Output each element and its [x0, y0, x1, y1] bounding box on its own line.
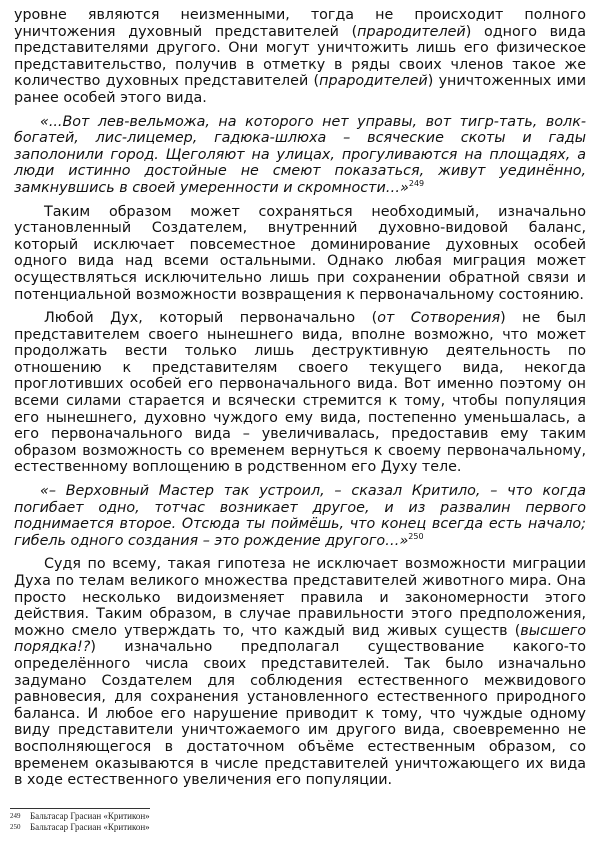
text-run: ) изначально предполагал существование какого-то определённого числа своих представителей. Так было изначально задумано Создателем для соблюдения естественного межвидового равновесия, для сохранения установленного естественного природного баланса. И любое его нарушение приводит к тому, что чуждые одному виду представители уничтожаемого им другого вида, своевременно не восполняющегося в достаточном объёме естественным образом, со временем оказываются в числе представителей уничтожающего их вида в ходе естественного увеличения его популяции.: [14, 639, 586, 789]
text-run: ) одного вида представителями другого. Они могут уничтожить лишь его физическое представительство, получив в отметку в ряды своих членов такое же количество духовных представителей (: [14, 23, 586, 90]
italic-run: прародителей: [357, 23, 466, 40]
italic-run: от Сотворения: [377, 310, 501, 327]
footnote-number: 250: [10, 823, 21, 831]
text-run: «...Вот лев-вельможа, на которого нет управы, вот тигр-тать, волк-богатей, лис-лицемер, гадюка-шлюха – всяческие скоты и гады заполонили город. Щеголяют на улицах, прогуливаются на площадях, а люди истинно достойные не смеют показаться, живут уединённо, замкнувшись в своей умеренности и скромности…»: [14, 113, 586, 196]
italic-run: прародителей: [319, 73, 428, 90]
footnote-text: Бальтасар Грасиан «Критикон»: [30, 822, 150, 832]
quote-paragraph: [14, 483, 586, 549]
footnote-ref: 249: [408, 179, 425, 189]
paragraph: [14, 310, 586, 476]
italic-run: высшего порядка!?: [14, 622, 586, 656]
text-run: Судя по всему, такая гипотеза не исключает возможности миграции Духа по телам великого множества представителей животного мира. Она просто несколько видоизменяет правила и закономерности этого действия. Таким образом, в случае правильности этого предположения, можно смело утверждать то, что каждый вид живых существ (: [14, 556, 586, 639]
paragraph: [14, 7, 586, 107]
text-run: ) не был представителем своего нынешнего вида, вполне возможно, что может продолжать вести только лишь деструктивную деятельность по отношению к представителям своего текущего вида, некогда проглотивших особей его первоначального вида. Вот именно поэтому он всеми силами старается и всячески стремится к тому, чтобы популяция его нынешнего, духовно чуждого ему вида, постепенно уменьшалась, а его первоначального вида – увеличивалась, предоставив ему таким образом возможность со временем вернуться к своему первоначальному, естественному воплощению в родственном его Духу теле.: [14, 310, 586, 476]
text-run: Таким образом может сохраняться необходимый, изначально установленный Создателем, внутренний духовно-видовой баланс, который исключает повсеместное доминирование духовных особей одного вида над всеми остальными. Однако любая миграция может осуществляться исключительно лишь при сохранении обратной связи и потенциальной возможности возвращения к первоначальному состоянию.: [14, 203, 586, 303]
text-run: уровне являются неизменными, тогда не происходит полного уничтожения духовный представителей (: [14, 7, 586, 40]
footnote-number: 249: [10, 812, 21, 820]
text-run: ) уничтоженных ими ранее особей этого вида.: [14, 73, 587, 106]
quote-paragraph: [14, 114, 586, 197]
footnote-ref: 250: [408, 532, 424, 542]
text-run: Любой Дух, который первоначально (: [44, 310, 378, 327]
body-text: [14, 7, 586, 789]
footnotes: [10, 808, 590, 833]
paragraph: [14, 556, 586, 788]
paragraph: [14, 204, 586, 304]
footnote-249: [10, 811, 590, 822]
footnote-text: Бальтасар Грасиан «Критикон»: [30, 811, 150, 821]
text-run: «– Верховный Мастер так устроил, – сказал Критило, – что когда погибает одно, тотчас возникает другое, и из развалин первого поднимается второе. Отсюда ты поймёшь, что конец всегда есть начало; гибель одного создания – это рождение другого…»: [14, 483, 586, 549]
footnote-250: [10, 822, 590, 833]
footnote-rule: [10, 808, 150, 809]
